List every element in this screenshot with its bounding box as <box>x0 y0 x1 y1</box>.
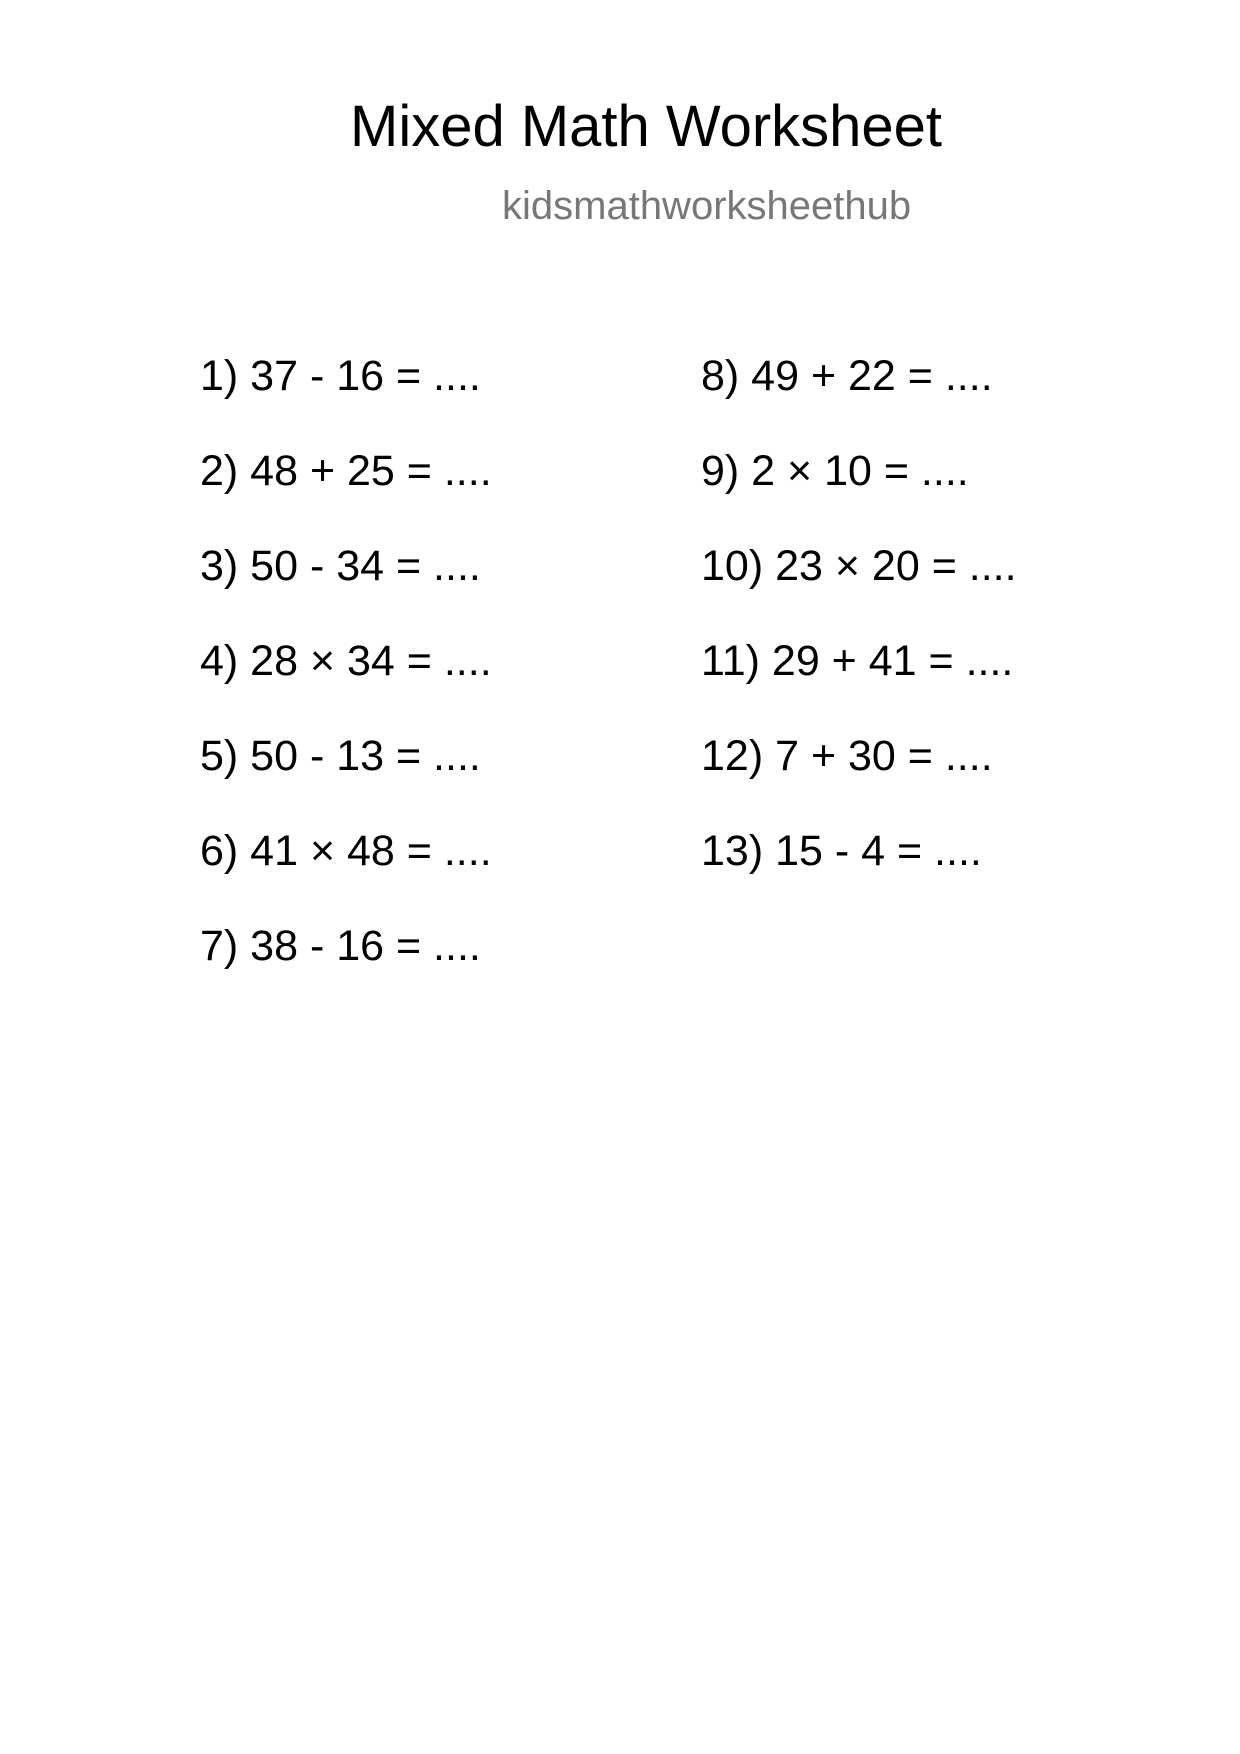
problem-item: 5) 50 - 13 = .... <box>200 732 481 780</box>
problem-item: 1) 37 - 16 = .... <box>200 352 481 400</box>
problem-item: 6) 41 × 48 = .... <box>200 827 492 875</box>
problem-item: 9) 2 × 10 = .... <box>701 447 969 495</box>
problem-item: 10) 23 × 20 = .... <box>701 542 1017 590</box>
problem-item: 2) 48 + 25 = .... <box>200 447 492 495</box>
problem-item: 12) 7 + 30 = .... <box>701 732 993 780</box>
problem-column-left <box>200 352 492 1020</box>
problem-item: 3) 50 - 34 = .... <box>200 542 481 590</box>
worksheet-source: kidsmathworksheethub <box>502 184 912 228</box>
worksheet-title: Mixed Math Worksheet <box>350 94 943 159</box>
problem-item: 7) 38 - 16 = .... <box>200 922 481 970</box>
problem-item: 13) 15 - 4 = .... <box>701 827 982 875</box>
problem-item: 8) 49 + 22 = .... <box>701 352 993 400</box>
problem-item: 11) 29 + 41 = .... <box>701 637 1014 685</box>
problem-column-right <box>701 352 1017 925</box>
problem-item: 4) 28 × 34 = .... <box>200 637 492 685</box>
